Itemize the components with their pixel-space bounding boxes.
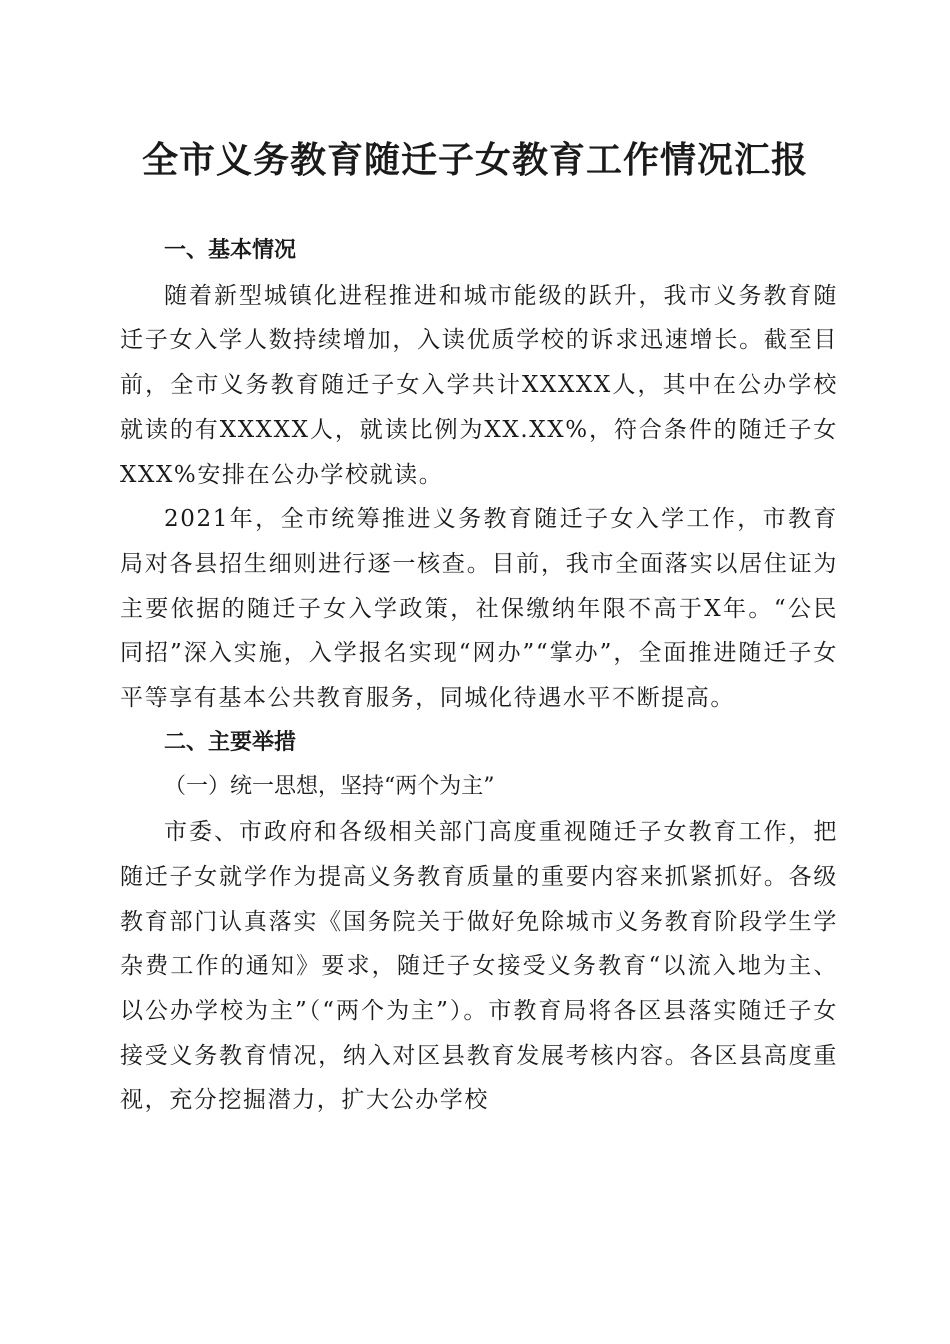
document-title: 全市义务教育随迁子女教育工作情况汇报 [141,139,808,181]
paragraph: 随着新型城镇化进程推进和城市能级的跃升，我市义务教育随迁子女入学人数持续增加，入读优质学校的诉求迅速增长。截至目前，全市义务教育随迁子女入学共计XXXXX人，其中在公办学校就读的有XXXXX人，就读比例为XX.XX%，符合条件的随迁子女XXX%安排在公办学校就读。 [120,282,838,488]
document-body [120,229,838,1123]
section-heading-main-measures: 二、主要举措 [164,729,297,755]
subsection-heading: （一）统一思想，坚持“两个为主” [164,774,495,800]
section-heading-basic-situation: 一、基本情况 [164,238,297,263]
paragraph: 市委、市政府和各级相关部门高度重视随迁子女教育工作，把随迁子女就学作为提高义务教育质量的重要内容来抓紧抓好。各级教育部门认真落实《国务院关于做好免除城市义务教育阶段学生学杂费工作的通知》要求，随迁子女接受义务教育“以流入地为主、以公办学校为主”（“两个为主”）。市教育局将各区县落实随迁子女接受义务教育情况，纳入对区县教育发展考核内容。各区县高度重视，充分挖掘潜力，扩大公办学校 [120,819,838,1114]
paragraph: 2021年，全市统筹推进义务教育随迁子女入学工作，市教育局对各县招生细则进行逐一核查。目前，我市全面落实以居住证为主要依据的随迁子女入学政策，社保缴纳年限不高于X年。“公民同招”深入实施，入学报名实现“网办”“掌办”，全面推进随迁子女平等享有基本公共教育服务，同城化待遇水平不断提高。 [120,506,838,712]
